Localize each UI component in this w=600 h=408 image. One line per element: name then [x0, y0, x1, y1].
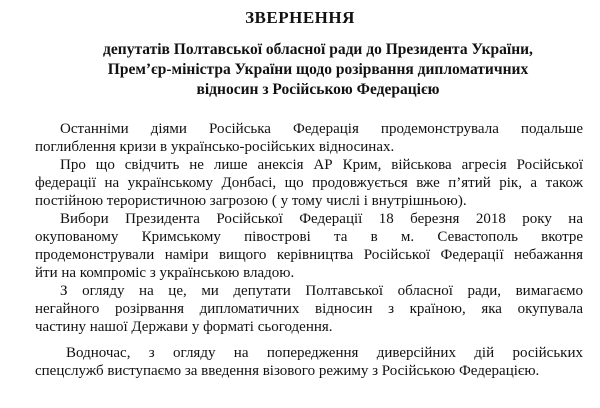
document-subtitle-line-3: відносин з Російською Федерацією: [196, 81, 440, 98]
paragraph-2-line-1: Про що свідчить не лише анексія АР Крим, військова агресія Російської: [60, 157, 583, 173]
paragraph-4-line-2: негайного розірвання дипломатичних відносин з країною, яка окупувала: [35, 301, 583, 317]
document-title: ЗВЕРНЕННЯ: [245, 8, 355, 27]
paragraph-3-line-2: окупованому Кримському півострові та в м. Севастополь вкотре: [35, 229, 583, 245]
paragraph-4-line-3: частину нашої Держави у форматі сьогодення.: [35, 319, 333, 335]
document-subtitle-line-1: депутатів Полтавської обласної ради до Президента України,: [103, 41, 533, 58]
paragraph-1-line-1: Останніми діями Російська Федерація продемонструвала подальше: [60, 121, 583, 137]
document-subtitle-line-2: Прем’єр-міністра України щодо розірвання дипломатичних: [107, 61, 529, 78]
paragraph-3-line-3: продемонстрували наміри вищого керівництва Російської Федерації небажання: [35, 247, 583, 263]
paragraph-5-line-1: Водночас, з огляду на попередження диверсійних дій російських: [66, 345, 583, 361]
paragraph-4-line-1: З огляду на це, ми депутати Полтавської обласної ради, вимагаємо: [60, 283, 583, 299]
paragraph-1-line-2: поглиблення кризи в українсько-російських відносинах.: [35, 139, 395, 155]
paragraph-3-line-4: йти на компроміс з українською владою.: [35, 265, 295, 281]
paragraph-3-line-1: Вибори Президента Російської Федерації 18 березня 2018 року на: [60, 211, 583, 227]
paragraph-2-line-3: постійною терористичною загрозою ( у тому числі і внутрішньою).: [35, 193, 467, 209]
paragraph-2-line-2: федерації на українському Донбасі, що продовжується вже п’ятий рік, а також: [35, 175, 583, 191]
paragraph-5-line-2: спецслужб виступаємо за введення візового режиму з Російською Федерацією.: [35, 363, 540, 379]
